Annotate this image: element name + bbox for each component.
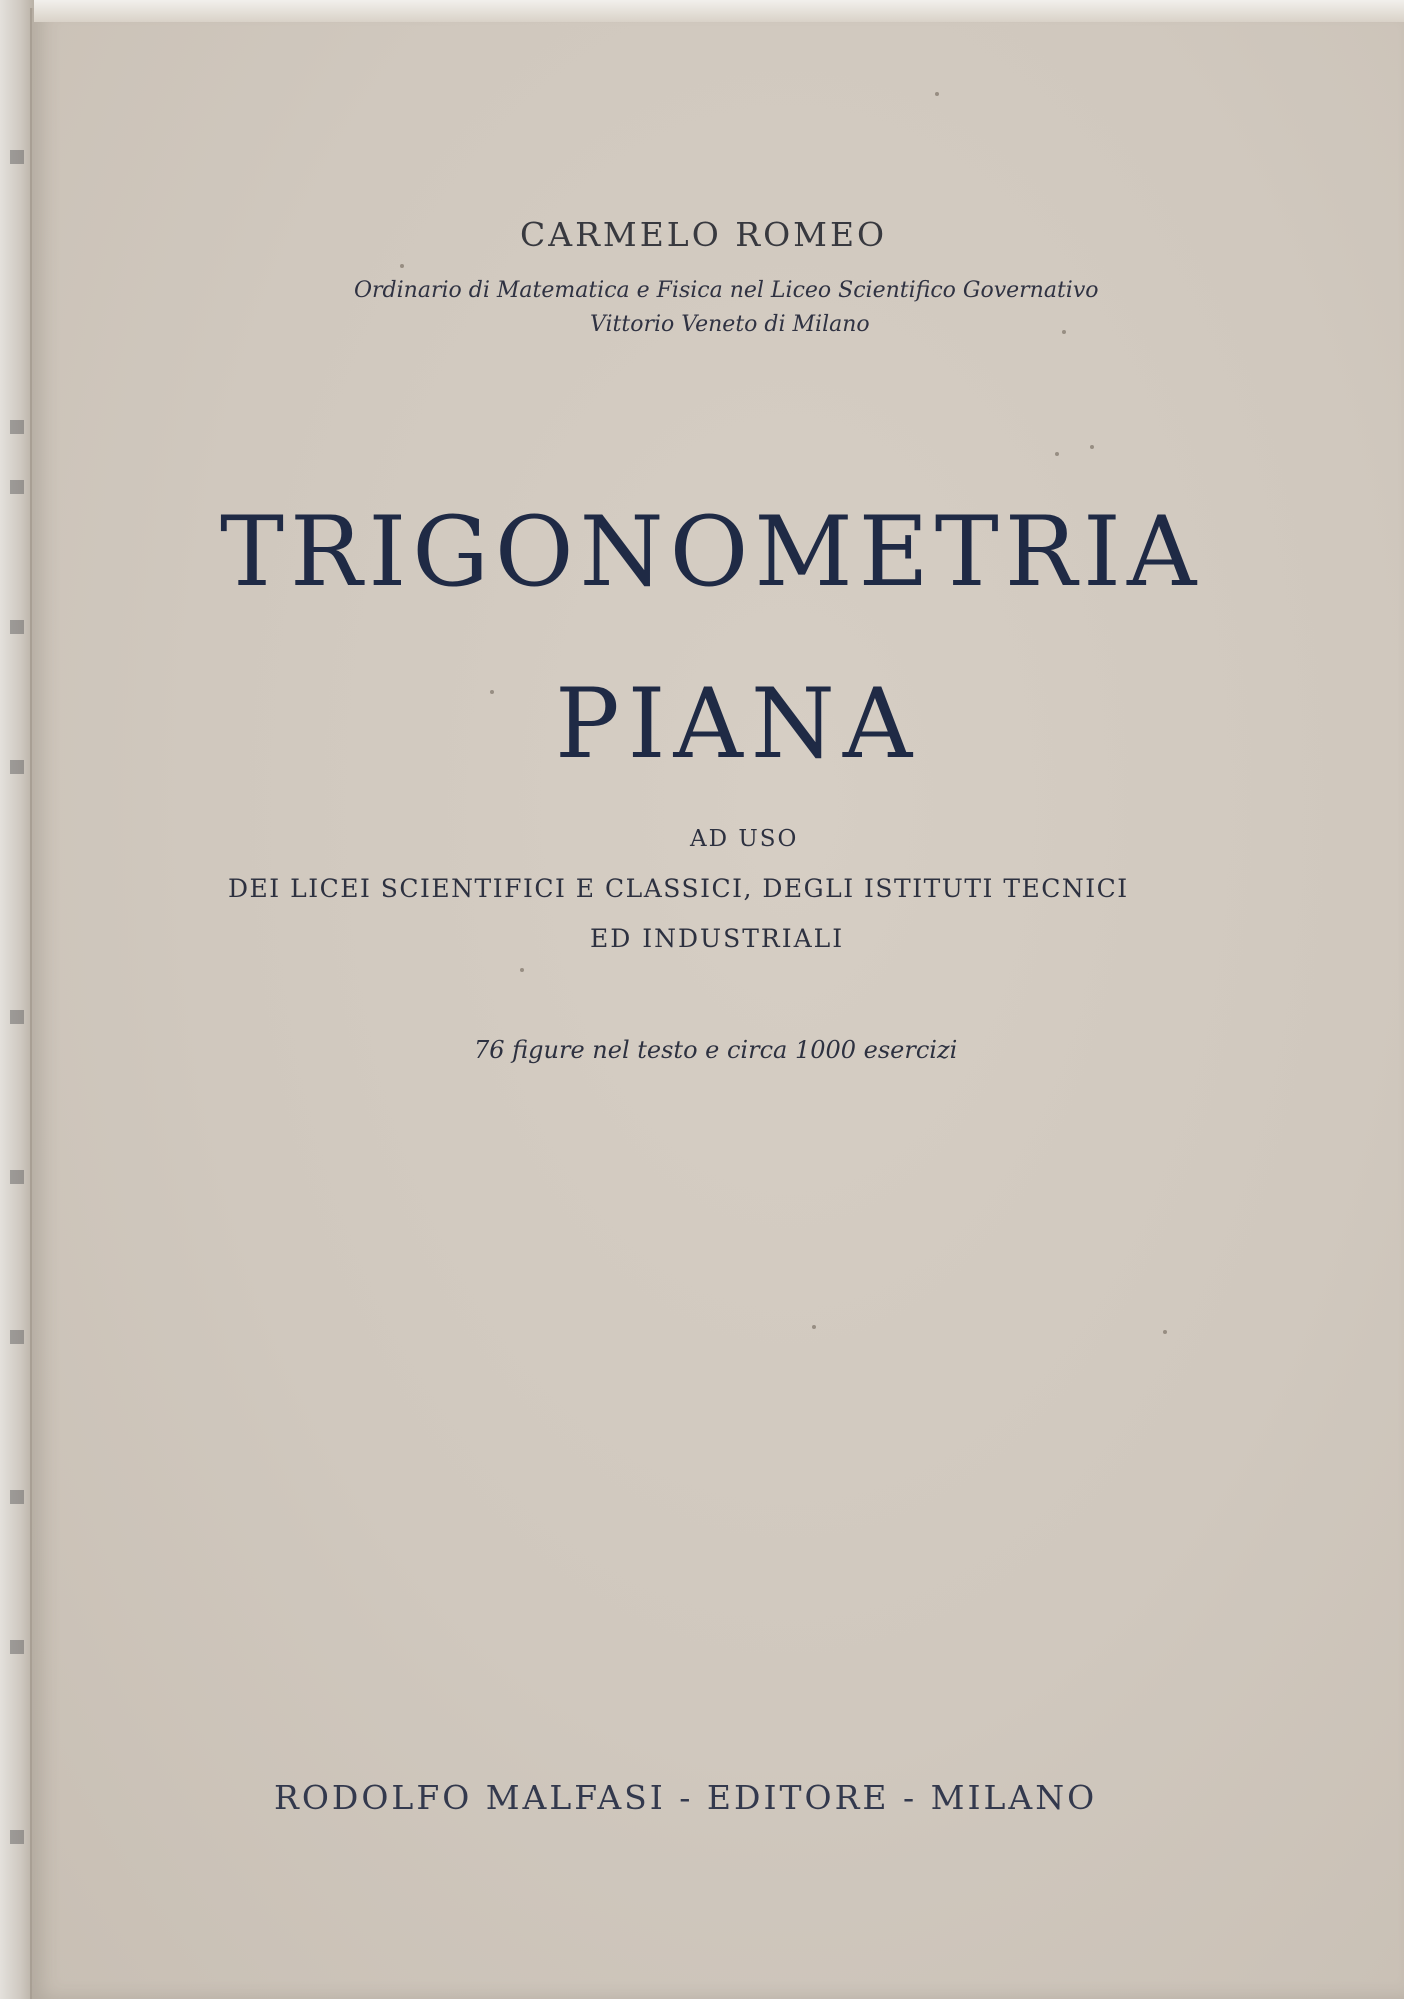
spine-mark bbox=[10, 1830, 24, 1844]
author-name: CARMELO ROMEO bbox=[520, 215, 888, 254]
spine-mark bbox=[10, 1640, 24, 1654]
figures-note: 76 figure nel testo e circa 1000 esercizi bbox=[474, 1036, 958, 1064]
paper-speck bbox=[935, 92, 939, 96]
paper-speck bbox=[812, 1325, 816, 1329]
book-title-line2: PIANA bbox=[555, 668, 921, 780]
spine-mark bbox=[10, 150, 24, 164]
spine-mark bbox=[10, 1010, 24, 1024]
spine-mark bbox=[10, 620, 24, 634]
paper-speck bbox=[1090, 445, 1094, 449]
paper-speck bbox=[520, 968, 524, 972]
spine-mark bbox=[10, 420, 24, 434]
top-fold bbox=[34, 0, 1404, 22]
spine-mark bbox=[10, 760, 24, 774]
paper-speck bbox=[490, 690, 494, 694]
subtitle-line3: ED INDUSTRIALI bbox=[590, 924, 845, 953]
publisher-line: RODOLFO MALFASI - EDITORE - MILANO bbox=[274, 1778, 1098, 1817]
paper-speck bbox=[1062, 330, 1066, 334]
spine-mark bbox=[10, 1330, 24, 1344]
book-cover bbox=[30, 8, 1404, 1999]
paper-speck bbox=[400, 264, 404, 268]
book-title-line1: TRIGONOMETRIA bbox=[220, 496, 1203, 608]
spine-edge bbox=[0, 0, 34, 1999]
subtitle-line2: DEI LICEI SCIENTIFICI E CLASSICI, DEGLI ISTITUTI TECNICI bbox=[228, 874, 1129, 903]
spine-mark bbox=[10, 480, 24, 494]
subtitle-line1: AD USO bbox=[690, 826, 799, 852]
author-affiliation-line2: Vittorio Veneto di Milano bbox=[590, 312, 870, 337]
spine-mark bbox=[10, 1490, 24, 1504]
author-affiliation-line1: Ordinario di Matematica e Fisica nel Liceo Scientifico Governativo bbox=[354, 278, 1099, 303]
spine-mark bbox=[10, 1170, 24, 1184]
paper-speck bbox=[1055, 452, 1059, 456]
paper-speck bbox=[1163, 1330, 1167, 1334]
